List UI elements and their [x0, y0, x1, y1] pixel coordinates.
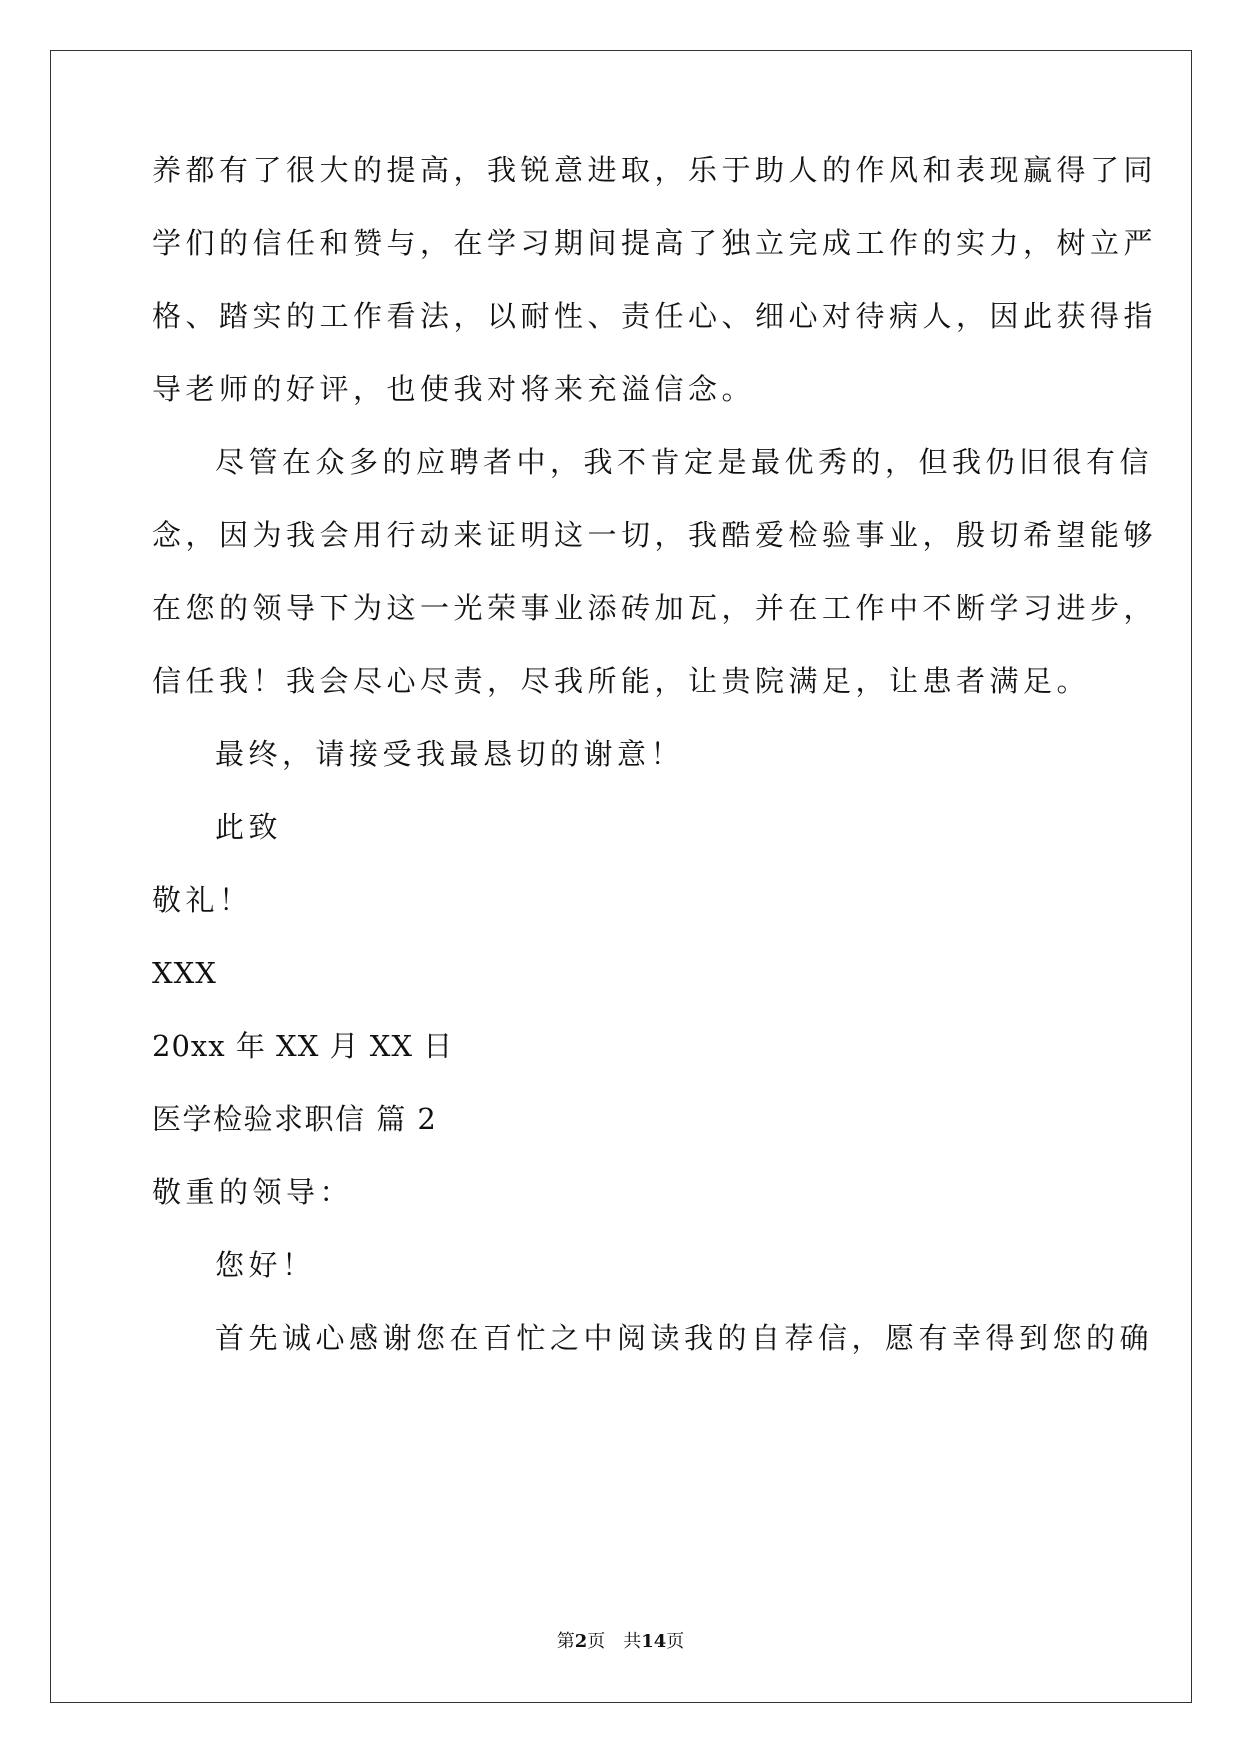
footer-page-suffix: 页	[587, 1631, 606, 1652]
footer-total-suffix: 页	[666, 1631, 685, 1652]
footer-total-prefix: 共	[623, 1631, 642, 1652]
closing-thanks: 最终，请接受我最恳切的谢意！	[215, 737, 685, 771]
text-line: 信任我！我会尽心尽责，尽我所能，让贵院满足，让患者满足。	[152, 664, 1091, 698]
footer-total-pages: 14	[641, 1631, 667, 1652]
salutation-cizhi: 此致	[215, 810, 283, 844]
signature-name: XXX	[152, 956, 217, 990]
text-line: 在您的领导下为这一光荣事业添砖加瓦，并在工作中不断学习进步，	[152, 591, 1158, 625]
footer-page-number: 2	[574, 1631, 588, 1652]
letter-hello: 您好！	[215, 1248, 316, 1282]
salutation-jingli: 敬礼！	[152, 883, 253, 917]
text-line: 格、踏实的工作看法，以耐性、责任心、细心对待病人，因此获得指	[152, 299, 1158, 333]
paragraph-start: 首先诚心感谢您在百忙之中阅读我的自荐信，愿有幸得到您的确	[215, 1321, 1154, 1355]
signature-date: 20xx 年 XX 月 XX 日	[152, 1029, 454, 1063]
text-line: 学们的信任和赞与，在学习期间提高了独立完成工作的实力，树立严	[152, 226, 1158, 260]
letter-greeting: 敬重的领导：	[152, 1175, 354, 1209]
text-line: 养都有了很大的提高，我锐意进取，乐于助人的作风和表现赢得了同	[152, 153, 1158, 187]
footer-prefix: 第	[556, 1631, 575, 1652]
text-line: 念，因为我会用行动来证明这一切，我酷爱检验事业，殷切希望能够	[152, 518, 1158, 552]
text-line: 导老师的好评，也使我对将来充溢信念。	[152, 372, 756, 406]
page-footer	[0, 1630, 1241, 1654]
paragraph-start: 尽管在众多的应聘者中，我不肯定是最优秀的，但我仍旧很有信	[215, 445, 1154, 479]
section-heading: 医学检验求职信 篇 2	[152, 1102, 438, 1136]
